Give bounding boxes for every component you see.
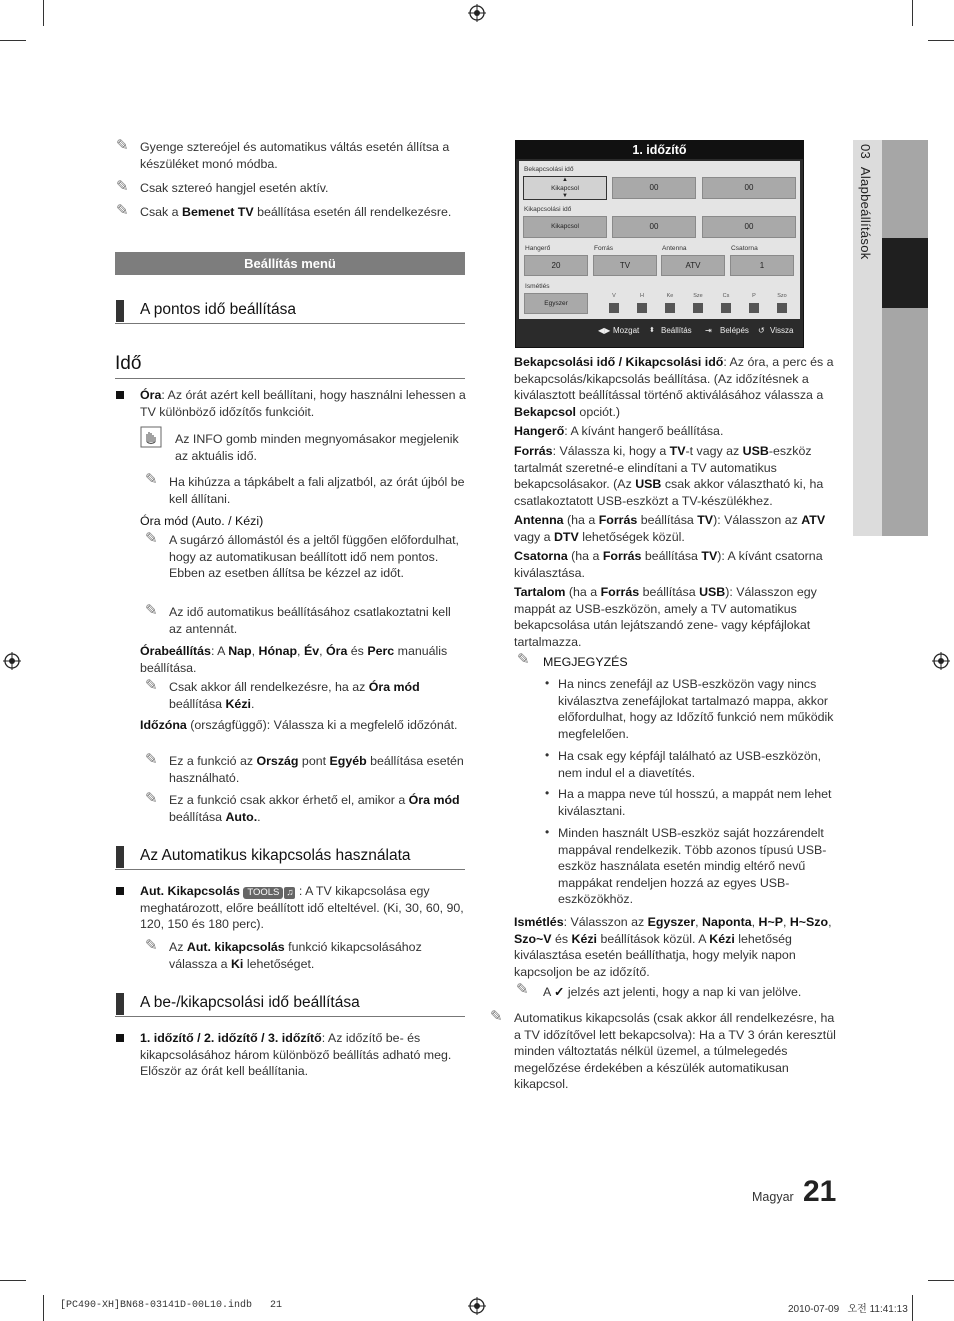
file-info: [PC490-XH]BN68-03141D-00L10.indb 21: [60, 1300, 283, 1311]
osd-footer-return: Vissza: [770, 326, 794, 335]
osd-on-time-toggle[interactable]: Kikapcsol ▲ ▼: [523, 176, 607, 200]
osd-footer-move: Mozgat: [613, 326, 640, 335]
tools-note-icon: ♫: [286, 887, 294, 898]
bullet-dot: •: [545, 676, 550, 690]
registration-mark-icon: [468, 1297, 486, 1315]
note-text: Ha kihúzza a tápkábelt a fali aljzatból, az órát újból be kell állítani.: [169, 475, 465, 506]
ora-paragraph: Óra: Az órát azért kell beállítani, hogy használni lehessen a TV különböző időzítős funkcióit.: [140, 388, 466, 419]
bullet-dot: •: [545, 825, 550, 839]
arrow-down-icon: ▼: [562, 193, 568, 199]
check-note: A ✓ jelzés azt jelenti, hogy a nap ki van jelölve.: [543, 985, 802, 999]
osd-volume[interactable]: 20: [524, 255, 588, 276]
note-bullet: Ha a mappa neve túl hosszú, a mappát nem lehet kiválasztani.: [558, 787, 832, 818]
bullet-square: [116, 887, 124, 895]
note-text: Csak sztereó hangjel esetén aktív.: [140, 181, 329, 195]
menu-bar: Beállítás menü: [115, 252, 465, 275]
osd-day-label: P: [752, 293, 756, 299]
timer-osd-screen: [515, 140, 804, 348]
divider: [115, 378, 465, 379]
note-pencil-icon: ✎: [116, 178, 129, 195]
note-pencil-icon: ✎: [516, 981, 529, 998]
info-note: Az INFO gomb minden megnyomásakor megjelenik az aktuális idő.: [175, 432, 459, 463]
note-pencil-icon: ✎: [490, 1008, 503, 1025]
note-text: Az Aut. kikapcsolás funkció kikapcsolásához válassza a Ki lehetőséget.: [169, 940, 422, 971]
subheading: A be-/kikapcsolási idő beállítása: [140, 994, 360, 1011]
note-text: Csak akkor áll rendelkezésre, ha az Óra mód beállítása Kézi.: [169, 680, 420, 711]
registration-mark-icon: [932, 652, 950, 670]
bekapcs-paragraph: Bekapcsolási idő / Kikapcsolási idő: Az óra, a perc és a bekapcsolás/kikapcsolás beállítása. (Az időzítésnek a kiválasztott beállítással történő aktiválásához válassza a Bekapcsol opciót.): [514, 355, 834, 419]
osd-day-label: Cs: [722, 293, 730, 299]
divider: [115, 869, 465, 870]
timer-paragraph: 1. időzítő / 2. időzítő / 3. időzítő: Az időzítő be- és kikapcsolásához három különböző beállítás adható meg. Először az órát kell beállítania.: [140, 1031, 452, 1079]
note-pencil-icon: ✎: [145, 751, 158, 768]
aut-kikapcsolas-paragraph: Aut. Kikapcsolás TOOLS ♫ : A TV kikapcsolása egy meghatározott, előre beállított idő elteltével. (Ki, 30, 60, 90, 120, 150 és 180 perc).: [140, 884, 464, 932]
note-text: Az idő automatikus beállításához csatlakoztatni kell az antennát.: [169, 605, 451, 636]
osd-day-label: V: [612, 293, 616, 299]
hangero-paragraph: Hangerő: A kívánt hangerő beállítása.: [514, 424, 724, 438]
osd-antenna[interactable]: ATV: [661, 255, 725, 276]
crop-mark: [43, 0, 44, 26]
osd-day-label: H: [640, 293, 644, 299]
note-pencil-icon: ✎: [145, 937, 158, 954]
subheading: A pontos idő beállítása: [140, 301, 296, 318]
bullet-dot: •: [545, 748, 550, 762]
osd-label: Hangerő: [525, 245, 551, 252]
osd-off-time-toggle[interactable]: Kikapcsol: [523, 216, 607, 238]
bullet-square: [116, 1034, 124, 1042]
osd-day-checkbox[interactable]: [637, 303, 647, 313]
osd-off-minute[interactable]: 00: [702, 216, 796, 238]
note-text: Gyenge sztereójel és automatikus váltás esetén állítsa a készüléket monó módba.: [140, 140, 450, 171]
csatorna-paragraph: Csatorna (ha a Forrás beállítása TV): A kívánt csatorna kiválasztása.: [514, 549, 823, 580]
crop-mark: [928, 40, 954, 41]
osd-channel[interactable]: 1: [730, 255, 794, 276]
crop-mark: [0, 40, 26, 41]
subheading-bar: [116, 846, 124, 868]
updown-arrows-icon: ⬍: [649, 327, 655, 334]
osd-day-label: Ke: [666, 293, 674, 299]
osd-label: Forrás: [594, 245, 614, 252]
print-date: 2010-07-09 오전 11:41:13: [788, 1304, 908, 1315]
note-pencil-icon: ✎: [116, 202, 129, 219]
page-number: 21: [803, 1175, 837, 1208]
ora-mod-label: Óra mód (Auto. / Kézi): [140, 514, 264, 528]
auto-off-note: Automatikus kikapcsolás (csak akkor áll rendelkezésre, ha a TV időzítővel lett bekapcsolva): Ha a TV 3 órán keresztül minden változtatás nélkül üzemel, a túlmelegedés megelőzése érdekében a készülék automatikusan kikapcsol.: [514, 1011, 836, 1092]
crop-mark: [912, 0, 913, 26]
subheading-bar: [116, 993, 124, 1015]
osd-title: 1. időzítő: [516, 141, 803, 159]
idozona-paragraph: Időzóna (országfüggő): Válassza ki a megfelelő időzónát.: [140, 718, 458, 732]
osd-body: [519, 161, 800, 319]
divider: [115, 323, 465, 324]
osd-off-hour[interactable]: 00: [612, 216, 696, 238]
arrow-up-icon: ▲: [562, 177, 568, 183]
osd-footer-enter: Belépés: [720, 326, 749, 335]
subheading-bar: [116, 300, 124, 322]
note-pencil-icon: ✎: [145, 471, 158, 488]
osd-day-checkbox[interactable]: [777, 303, 787, 313]
chapter-tab-bar: [882, 140, 928, 536]
crop-mark: [0, 1280, 26, 1281]
chapter-tab-marker: [882, 238, 928, 308]
subheading: Az Automatikus kikapcsolás használata: [140, 847, 411, 864]
note-pencil-icon: ✎: [145, 530, 158, 547]
osd-source[interactable]: TV: [593, 255, 657, 276]
section-title: Idő: [115, 353, 142, 374]
note-text: Csak a Bemenet TV beállítása esetén áll rendelkezésre.: [140, 205, 452, 219]
osd-day-checkbox[interactable]: [721, 303, 731, 313]
osd-on-hour[interactable]: 00: [612, 177, 696, 199]
note-pencil-icon: ✎: [145, 602, 158, 619]
crop-mark: [912, 1295, 913, 1321]
enter-icon: ⇥: [705, 326, 712, 335]
osd-day-checkbox[interactable]: [609, 303, 619, 313]
antenna-paragraph: Antenna (ha a Forrás beállítása TV): Válasszon az ATV vagy a DTV lehetőségek közül.: [514, 513, 826, 544]
osd-day-checkbox[interactable]: [693, 303, 703, 313]
hand-info-icon: [140, 426, 162, 448]
tartalom-paragraph: Tartalom (ha a Forrás beállítása USB): Válasszon egy mappát az USB-eszközön, amely a TV automatikus bekapcsolása után lejátszandó zene- vagy képfájlokat tartalmazza.: [514, 585, 817, 649]
crop-mark: [928, 1280, 954, 1281]
note-text: Ez a funkció az Ország pont Egyéb beállítása esetén használható.: [169, 754, 464, 785]
tools-badge: TOOLS: [243, 887, 283, 899]
osd-day-checkbox[interactable]: [665, 303, 675, 313]
osd-on-minute[interactable]: 00: [702, 177, 796, 199]
divider: [115, 1016, 465, 1017]
note-text: A sugárzó állomástól és a jeltől függően előfordulhat, hogy az automatikusan beállított idő nem pontos. Ebben az esetben állítsa be kézzel az időt.: [169, 533, 459, 581]
crop-mark: [43, 1295, 44, 1321]
osd-label: Bekapcsolási idő: [524, 166, 574, 173]
osd-day-checkbox[interactable]: [749, 303, 759, 313]
move-arrows-icon: ◀▶: [598, 326, 611, 335]
bullet-dot: •: [545, 786, 550, 800]
osd-day-label: Szo: [777, 293, 787, 299]
osd-repeat[interactable]: Egyszer: [524, 293, 588, 314]
osd-label: Csatorna: [731, 245, 758, 252]
osd-day-label: Sze: [693, 293, 703, 299]
note-pencil-icon: ✎: [145, 790, 158, 807]
note-pencil-icon: ✎: [145, 677, 158, 694]
checkmark-icon: ✓: [554, 985, 565, 999]
osd-label: Antenna: [662, 245, 687, 252]
ismetles-paragraph: Ismétlés: Válasszon az Egyszer, Naponta, H~P, H~Szo, Szo~V és Kézi beállítások közül. A Kézi lehetőség kiválasztása esetén beállíthatja, hogy melyik napon kapcsoljon be az időzítő.: [514, 915, 832, 979]
orabeallitas-paragraph: Órabeállítás: A Nap, Hónap, Év, Óra és Perc manuális beállítása.: [140, 644, 448, 675]
registration-mark-icon: [3, 652, 21, 670]
registration-mark-icon: [468, 4, 486, 22]
note-bullet: Ha csak egy képfájl található az USB-eszközön, nem indul el a diavetítés.: [558, 749, 822, 780]
megjegyzes-label: MEGJEGYZÉS: [543, 655, 628, 669]
forras-paragraph: Forrás: Válassza ki, hogy a TV-t vagy az USB-eszköz tartalmát szeretné-e elindítani a TV automatikus bekapcsolásakor. (Az USB csak akkor választható ki, ha csatlakoztatott USB-eszközt a TV-készülékhez.: [514, 444, 824, 508]
note-bullet: Ha nincs zenefájl az USB-eszközön vagy nincs kiválasztva zenefájlokat tartalmazó mappa, akkor előfordulhat, hogy az Időzítő funkció nem működik megfelelően.: [558, 677, 834, 741]
return-icon: ↺: [758, 326, 765, 335]
note-pencil-icon: ✎: [116, 137, 129, 154]
osd-label: Kikapcsolási idő: [524, 206, 572, 213]
language-label: Magyar: [752, 1190, 794, 1204]
note-bullet: Minden használt USB-eszköz saját hozzárendelt mappával rendelkezik. Több azonos típusú USB-eszköz használata esetén mindig eltérő nevű mappákat rendeljen hozzá az egyes USB-eszközökhöz.: [558, 826, 827, 907]
osd-label: Ismétlés: [525, 283, 550, 290]
note-text: Ez a funkció csak akkor érhető el, amikor a Óra mód beállítása Auto..: [169, 793, 460, 824]
chapter-label: 03 Alapbeállítások: [858, 144, 873, 260]
bullet-square: [116, 391, 124, 399]
osd-footer-adjust: Beállítás: [661, 326, 692, 335]
note-pencil-icon: ✎: [517, 651, 530, 668]
